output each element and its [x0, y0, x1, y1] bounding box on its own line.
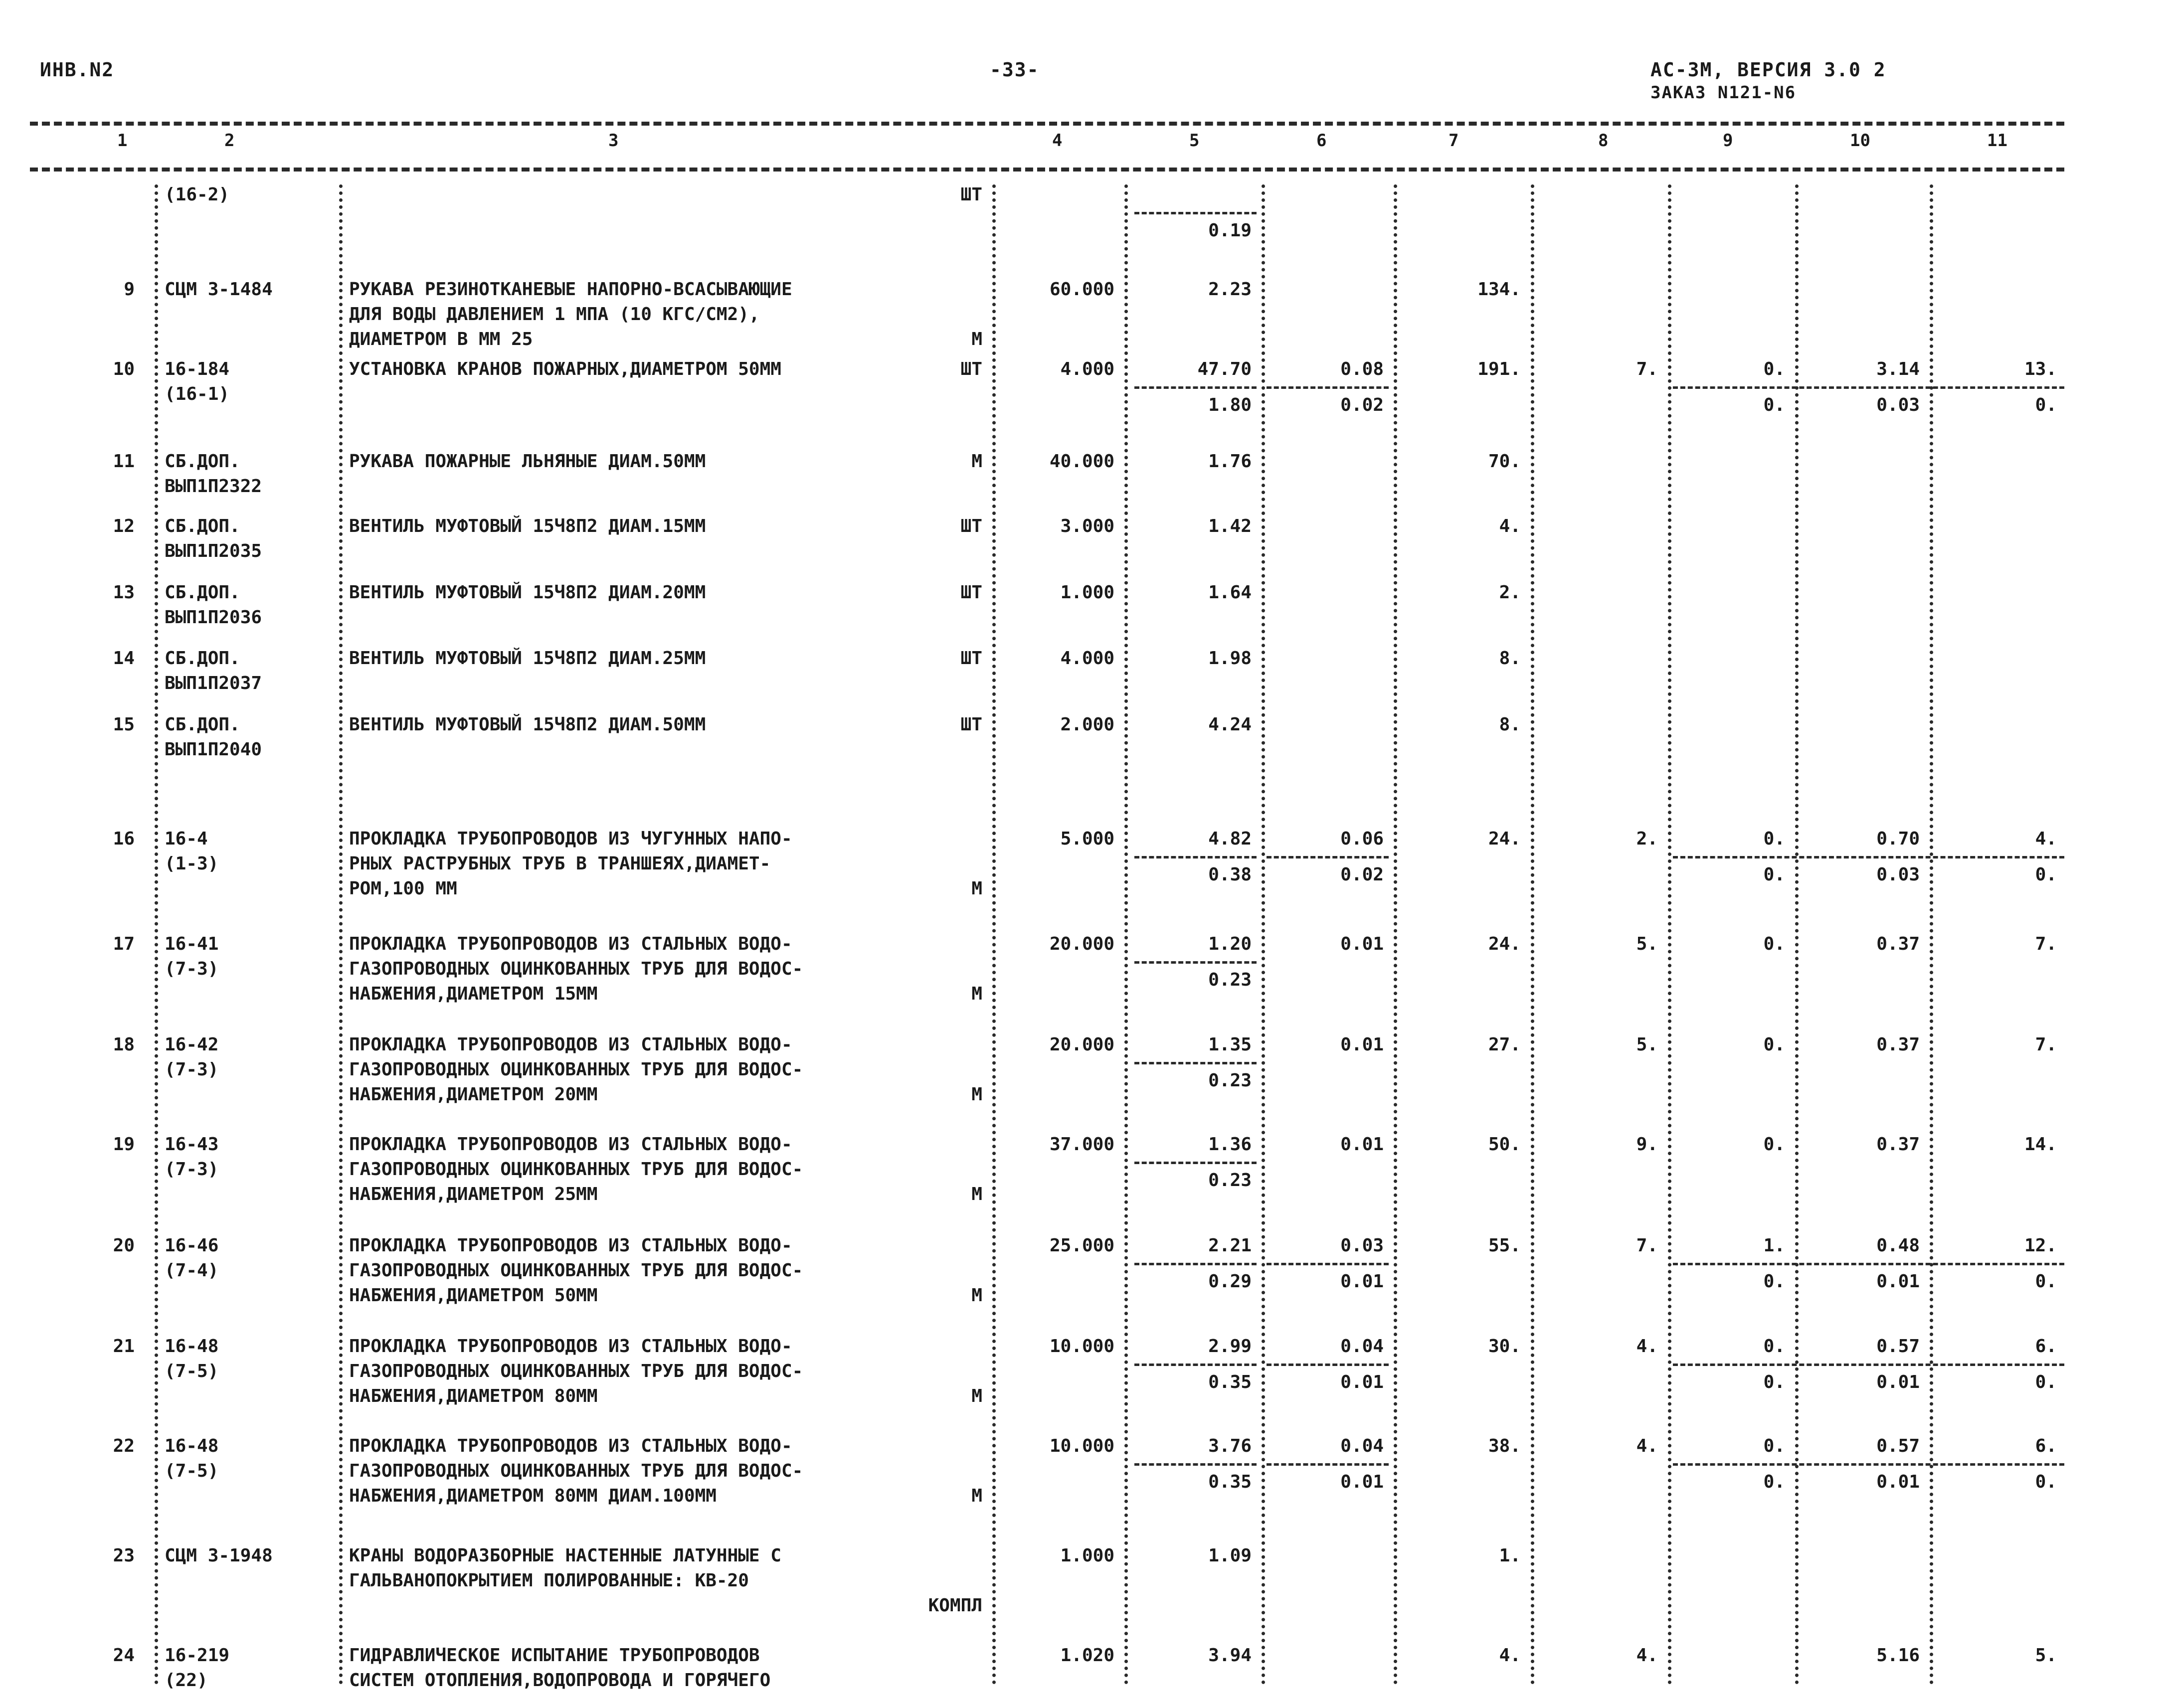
- total-cost: 24.: [1488, 934, 1521, 954]
- machine-price: 0.01: [1340, 934, 1384, 954]
- unit-price: 4.24: [1208, 714, 1252, 735]
- labor-hours-sub: 0.01: [1876, 1271, 1920, 1292]
- subtotal-divider: [1134, 386, 1257, 389]
- machine-cost-sub: 0.: [1763, 864, 1785, 885]
- column-separator: [155, 184, 158, 1685]
- rate-code: 16-42: [165, 1034, 219, 1055]
- labor-hours: 0.57: [1876, 1436, 1920, 1456]
- quantity: 37.000: [1049, 1134, 1114, 1155]
- unit-of-measure: ШТ: [960, 714, 982, 735]
- labor-hours-sub: 0.03: [1876, 395, 1920, 415]
- wage-cost: 2.: [1636, 829, 1658, 849]
- quantity: 2.000: [1060, 714, 1114, 735]
- quantity: 10.000: [1049, 1336, 1114, 1357]
- labor-hours: 0.37: [1876, 934, 1920, 954]
- unit-price-sub: 0.35: [1208, 1372, 1252, 1392]
- work-description: ВЕНТИЛЬ МУФТОВЫЙ 15Ч8П2 ДИАМ.20ММ: [349, 582, 706, 603]
- work-description: ГАЗОПРОВОДНЫХ ОЦИНКОВАННЫХ ТРУБ ДЛЯ ВОДОС-: [349, 1361, 803, 1381]
- column-number: 3: [608, 131, 619, 151]
- rate-code: СБ.ДОП.: [165, 714, 240, 735]
- work-description: ГАЛЬВАНОПОКРЫТИЕМ ПОЛИРОВАННЫЕ: КВ-20: [349, 1570, 749, 1591]
- unit-price-sub: 1.80: [1208, 395, 1252, 415]
- unit-price: 1.09: [1208, 1545, 1252, 1566]
- wage-cost: 5.: [1636, 1034, 1658, 1055]
- subtotal-divider: [1134, 1463, 1257, 1466]
- row-number: 11: [113, 451, 135, 472]
- column-separator: [992, 184, 996, 1685]
- unit-price-sub: 0.19: [1208, 220, 1252, 241]
- work-description: УСТАНОВКА КРАНОВ ПОЖАРНЫХ,ДИАМЕТРОМ 50ММ: [349, 359, 781, 379]
- quantity: 20.000: [1049, 934, 1114, 954]
- rate-code: 16-46: [165, 1235, 219, 1256]
- unit-of-measure: КОМПЛ: [928, 1595, 982, 1616]
- rate-code: СБ.ДОП.: [165, 648, 240, 669]
- labor-hours-sub: 0.01: [1876, 1372, 1920, 1392]
- rate-code: 16-41: [165, 934, 219, 954]
- subtotal-divider: [1267, 856, 1389, 858]
- rate-code: (7-3): [165, 959, 219, 979]
- header-rule-top: [30, 122, 2064, 126]
- work-description: НАБЖЕНИЯ,ДИАМЕТРОМ 80ММ ДИАМ.100ММ: [349, 1486, 717, 1506]
- column-number: 10: [1850, 131, 1870, 151]
- quantity: 1.000: [1060, 582, 1114, 603]
- rate-code: СЦМ 3-1948: [165, 1545, 273, 1566]
- machine-price: 0.03: [1340, 1235, 1384, 1256]
- rate-code: ВЫП1П2037: [165, 673, 262, 693]
- row-number: 13: [113, 582, 135, 603]
- unit-price: 2.99: [1208, 1336, 1252, 1357]
- inventory-number: ИНВ.N2: [40, 59, 115, 81]
- row-number: 23: [113, 1545, 135, 1566]
- rate-code: (7-5): [165, 1461, 219, 1481]
- column-number: 6: [1316, 131, 1327, 151]
- quantity: 1.000: [1060, 1545, 1114, 1566]
- wage-cost: 7.: [1636, 359, 1658, 379]
- rate-code: ВЫП1П2040: [165, 739, 262, 760]
- row-number: 17: [113, 934, 135, 954]
- column-number: 5: [1189, 131, 1200, 151]
- subtotal-divider: [1134, 1364, 1257, 1366]
- work-description: ГАЗОПРОВОДНЫХ ОЦИНКОВАННЫХ ТРУБ ДЛЯ ВОДОС-: [349, 1159, 803, 1180]
- machine-price: 0.01: [1340, 1134, 1384, 1155]
- unit-of-measure: М: [971, 1184, 982, 1204]
- row-number: 19: [113, 1134, 135, 1155]
- unit-price-sub: 0.29: [1208, 1271, 1252, 1292]
- rate-code: (7-4): [165, 1260, 219, 1281]
- work-description: ГИДРАВЛИЧЕСКОЕ ИСПЫТАНИЕ ТРУБОПРОВОДОВ: [349, 1645, 760, 1666]
- total-cost: 55.: [1488, 1235, 1521, 1256]
- column-number: 1: [117, 131, 128, 151]
- subtotal-divider: [1134, 1263, 1257, 1265]
- work-description: ПРОКЛАДКА ТРУБОПРОВОДОВ ИЗ СТАЛЬНЫХ ВОДО-: [349, 1134, 792, 1155]
- work-description: РНЫХ РАСТРУБНЫХ ТРУБ В ТРАНШЕЯХ,ДИАМЕТ-: [349, 854, 771, 874]
- work-description: ВЕНТИЛЬ МУФТОВЫЙ 15Ч8П2 ДИАМ.25ММ: [349, 648, 706, 669]
- work-description: НАБЖЕНИЯ,ДИАМЕТРОМ 50ММ: [349, 1285, 598, 1306]
- work-description: НАБЖЕНИЯ,ДИАМЕТРОМ 25ММ: [349, 1184, 598, 1204]
- machine-cost-sub: 0.: [1763, 395, 1785, 415]
- machine-cost: 0.: [1763, 359, 1785, 379]
- wage-cost: 4.: [1636, 1645, 1658, 1666]
- subtotal-divider: [1673, 386, 2064, 389]
- rate-code: ВЫП1П2035: [165, 541, 262, 561]
- column-separator: [1795, 184, 1799, 1685]
- column-number: 9: [1723, 131, 1733, 151]
- unit-of-measure: М: [971, 984, 982, 1004]
- wage-cost: 9.: [1636, 1134, 1658, 1155]
- unit-price: 3.94: [1208, 1645, 1252, 1666]
- unit-of-measure: М: [971, 1386, 982, 1406]
- total-cost: 191.: [1477, 359, 1521, 379]
- quantity: 1.020: [1060, 1645, 1114, 1666]
- machine-price-sub: 0.01: [1340, 1472, 1384, 1492]
- quantity: 60.000: [1049, 279, 1114, 300]
- subtotal-divider: [1673, 856, 2064, 858]
- labor-hours: 0.48: [1876, 1235, 1920, 1256]
- column-number: 7: [1449, 131, 1459, 151]
- machine-price: 0.08: [1340, 359, 1384, 379]
- total-cost: 4.: [1499, 516, 1521, 536]
- subtotal-divider: [1134, 856, 1257, 858]
- unit-of-measure: ШТ: [960, 184, 982, 205]
- total-cost: 8.: [1499, 714, 1521, 735]
- total-labor-sub: 0.: [2035, 864, 2057, 885]
- total-cost: 70.: [1488, 451, 1521, 472]
- subtotal-divider: [1673, 1463, 2064, 1466]
- unit-of-measure: ШТ: [960, 648, 982, 669]
- work-description: РУКАВА РЕЗИНОТКАНЕВЫЕ НАПОРНО-ВСАСЫВАЮЩИЕ: [349, 279, 792, 300]
- work-description: НАБЖЕНИЯ,ДИАМЕТРОМ 20ММ: [349, 1084, 598, 1105]
- machine-cost-sub: 0.: [1763, 1472, 1785, 1492]
- total-cost: 38.: [1488, 1436, 1521, 1456]
- total-cost: 24.: [1488, 829, 1521, 849]
- machine-cost: 0.: [1763, 829, 1785, 849]
- subtotal-divider: [1673, 1364, 2064, 1366]
- header-rule-bottom: [30, 168, 2064, 171]
- work-description: НАБЖЕНИЯ,ДИАМЕТРОМ 80ММ: [349, 1386, 598, 1406]
- total-cost: 50.: [1488, 1134, 1521, 1155]
- work-description: ПРОКЛАДКА ТРУБОПРОВОДОВ ИЗ СТАЛЬНЫХ ВОДО-: [349, 1436, 792, 1456]
- work-description: ПРОКЛАДКА ТРУБОПРОВОДОВ ИЗ СТАЛЬНЫХ ВОДО-: [349, 1235, 792, 1256]
- page-number: -33-: [990, 59, 1040, 81]
- labor-hours-sub: 0.03: [1876, 864, 1920, 885]
- unit-price-sub: 0.35: [1208, 1472, 1252, 1492]
- wage-cost: 4.: [1636, 1436, 1658, 1456]
- quantity: 3.000: [1060, 516, 1114, 536]
- work-description: ГАЗОПРОВОДНЫХ ОЦИНКОВАННЫХ ТРУБ ДЛЯ ВОДОС-: [349, 1461, 803, 1481]
- wage-cost: 7.: [1636, 1235, 1658, 1256]
- quantity: 4.000: [1060, 648, 1114, 669]
- total-labor-sub: 0.: [2035, 1271, 2057, 1292]
- row-number: 22: [113, 1436, 135, 1456]
- row-number: 9: [124, 279, 135, 300]
- total-cost: 134.: [1477, 279, 1521, 300]
- machine-price-sub: 0.02: [1340, 864, 1384, 885]
- quantity: 4.000: [1060, 359, 1114, 379]
- labor-hours: 5.16: [1876, 1645, 1920, 1666]
- column-number: 8: [1598, 131, 1609, 151]
- work-description: ГАЗОПРОВОДНЫХ ОЦИНКОВАННЫХ ТРУБ ДЛЯ ВОДОС-: [349, 1260, 803, 1281]
- work-description: ДИАМЕТРОМ В ММ 25: [349, 329, 533, 349]
- rate-code: (7-3): [165, 1059, 219, 1080]
- machine-price-sub: 0.01: [1340, 1372, 1384, 1392]
- total-labor: 5.: [2035, 1645, 2057, 1666]
- machine-cost: 0.: [1763, 1034, 1785, 1055]
- rate-code: (16-2): [165, 184, 230, 205]
- unit-price-sub: 0.23: [1208, 1070, 1252, 1091]
- work-description: КРАНЫ ВОДОРАЗБОРНЫЕ НАСТЕННЫЕ ЛАТУННЫЕ С: [349, 1545, 781, 1566]
- rate-code: 16-4: [165, 829, 208, 849]
- unit-of-measure: ШТ: [960, 516, 982, 536]
- total-labor: 7.: [2035, 934, 2057, 954]
- subtotal-divider: [1134, 212, 1257, 214]
- total-labor: 14.: [2024, 1134, 2057, 1155]
- machine-price: 0.04: [1340, 1436, 1384, 1456]
- row-number: 20: [113, 1235, 135, 1256]
- subtotal-divider: [1673, 1263, 2064, 1265]
- labor-hours: 0.70: [1876, 829, 1920, 849]
- quantity: 20.000: [1049, 1034, 1114, 1055]
- rate-code: (22): [165, 1670, 208, 1691]
- row-number: 12: [113, 516, 135, 536]
- total-cost: 4.: [1499, 1645, 1521, 1666]
- rate-code: 16-184: [165, 359, 230, 379]
- unit-of-measure: М: [971, 329, 982, 349]
- work-description: НАБЖЕНИЯ,ДИАМЕТРОМ 15ММ: [349, 984, 598, 1004]
- machine-price-sub: 0.01: [1340, 1271, 1384, 1292]
- work-description: ДЛЯ ВОДЫ ДАВЛЕНИЕМ 1 МПА (10 КГС/СМ2),: [349, 304, 760, 325]
- order-number: ЗАКАЗ N121-N6: [1650, 83, 1797, 103]
- machine-price: 0.06: [1340, 829, 1384, 849]
- rate-code: СБ.ДОП.: [165, 582, 240, 603]
- unit-of-measure: ШТ: [960, 582, 982, 603]
- work-description: ВЕНТИЛЬ МУФТОВЫЙ 15Ч8П2 ДИАМ.15ММ: [349, 516, 706, 536]
- rate-code: (7-5): [165, 1361, 219, 1381]
- wage-cost: 5.: [1636, 934, 1658, 954]
- subtotal-divider: [1267, 1463, 1389, 1466]
- row-number: 14: [113, 648, 135, 669]
- total-labor: 12.: [2024, 1235, 2057, 1256]
- rate-code: (1-3): [165, 854, 219, 874]
- total-labor: 7.: [2035, 1034, 2057, 1055]
- total-labor-sub: 0.: [2035, 1372, 2057, 1392]
- column-separator: [1668, 184, 1671, 1685]
- row-number: 18: [113, 1034, 135, 1055]
- rate-code: ВЫП1П2036: [165, 607, 262, 628]
- quantity: 25.000: [1049, 1235, 1114, 1256]
- work-description: ПРОКЛАДКА ТРУБОПРОВОДОВ ИЗ СТАЛЬНЫХ ВОДО-: [349, 1034, 792, 1055]
- machine-cost: 0.: [1763, 1134, 1785, 1155]
- row-number: 10: [113, 359, 135, 379]
- unit-of-measure: М: [971, 1285, 982, 1306]
- work-description: ПРОКЛАДКА ТРУБОПРОВОДОВ ИЗ СТАЛЬНЫХ ВОДО-: [349, 934, 792, 954]
- work-description: ПРОКЛАДКА ТРУБОПРОВОДОВ ИЗ СТАЛЬНЫХ ВОДО-: [349, 1336, 792, 1357]
- unit-of-measure: М: [971, 451, 982, 472]
- row-number: 15: [113, 714, 135, 735]
- rate-code: 16-43: [165, 1134, 219, 1155]
- labor-hours-sub: 0.01: [1876, 1472, 1920, 1492]
- machine-cost: 0.: [1763, 1436, 1785, 1456]
- rate-code: СЦМ 3-1484: [165, 279, 273, 300]
- unit-price: 1.36: [1208, 1134, 1252, 1155]
- unit-price: 1.35: [1208, 1034, 1252, 1055]
- column-separator: [1930, 184, 1933, 1685]
- column-separator: [339, 184, 343, 1685]
- total-labor-sub: 0.: [2035, 1472, 2057, 1492]
- subtotal-divider: [1134, 1162, 1257, 1164]
- unit-price-sub: 0.23: [1208, 970, 1252, 990]
- row-number: 16: [113, 829, 135, 849]
- quantity: 5.000: [1060, 829, 1114, 849]
- unit-price: 1.98: [1208, 648, 1252, 669]
- column-separator: [1531, 184, 1534, 1685]
- labor-hours: 0.37: [1876, 1134, 1920, 1155]
- labor-hours: 0.57: [1876, 1336, 1920, 1357]
- machine-cost: 0.: [1763, 1336, 1785, 1357]
- unit-price: 2.21: [1208, 1235, 1252, 1256]
- work-description: СИСТЕМ ОТОПЛЕНИЯ,ВОДОПРОВОДА И ГОРЯЧЕГО: [349, 1670, 771, 1691]
- unit-price-sub: 0.38: [1208, 864, 1252, 885]
- unit-of-measure: М: [971, 1084, 982, 1105]
- unit-price: 47.70: [1197, 359, 1252, 379]
- unit-price: 1.42: [1208, 516, 1252, 536]
- rate-code: СБ.ДОП.: [165, 451, 240, 472]
- quantity: 40.000: [1049, 451, 1114, 472]
- unit-price: 4.82: [1208, 829, 1252, 849]
- total-labor: 6.: [2035, 1436, 2057, 1456]
- quantity: 10.000: [1049, 1436, 1114, 1456]
- total-labor: 13.: [2024, 359, 2057, 379]
- subtotal-divider: [1267, 1364, 1389, 1366]
- subtotal-divider: [1134, 961, 1257, 964]
- rate-code: 16-219: [165, 1645, 230, 1666]
- machine-price: 0.04: [1340, 1336, 1384, 1357]
- work-description: ПРОКЛАДКА ТРУБОПРОВОДОВ ИЗ ЧУГУННЫХ НАПО-: [349, 829, 792, 849]
- rate-code: ВЫП1П2322: [165, 476, 262, 497]
- work-description: РУКАВА ПОЖАРНЫЕ ЛЬНЯНЫЕ ДИАМ.50ММ: [349, 451, 706, 472]
- rate-code: СБ.ДОП.: [165, 516, 240, 536]
- work-description: ГАЗОПРОВОДНЫХ ОЦИНКОВАННЫХ ТРУБ ДЛЯ ВОДОС-: [349, 959, 803, 979]
- total-cost: 30.: [1488, 1336, 1521, 1357]
- total-cost: 8.: [1499, 648, 1521, 669]
- column-separator: [1394, 184, 1397, 1685]
- column-number: 4: [1052, 131, 1063, 151]
- rate-code: (7-3): [165, 1159, 219, 1180]
- unit-price: 1.20: [1208, 934, 1252, 954]
- unit-price-sub: 0.23: [1208, 1170, 1252, 1191]
- machine-cost: 0.: [1763, 934, 1785, 954]
- total-labor: 6.: [2035, 1336, 2057, 1357]
- work-description: ГАЗОПРОВОДНЫХ ОЦИНКОВАННЫХ ТРУБ ДЛЯ ВОДОС-: [349, 1059, 803, 1080]
- labor-hours: 3.14: [1876, 359, 1920, 379]
- unit-price: 3.76: [1208, 1436, 1252, 1456]
- unit-price: 1.76: [1208, 451, 1252, 472]
- unit-of-measure: М: [971, 878, 982, 899]
- row-number: 21: [113, 1336, 135, 1357]
- machine-cost-sub: 0.: [1763, 1372, 1785, 1392]
- unit-of-measure: ШТ: [960, 359, 982, 379]
- rate-code: (16-1): [165, 384, 230, 404]
- machine-price: 0.01: [1340, 1034, 1384, 1055]
- column-separator: [1262, 184, 1265, 1685]
- column-number: 11: [1987, 131, 2007, 151]
- machine-cost: 1.: [1763, 1235, 1785, 1256]
- subtotal-divider: [1267, 386, 1389, 389]
- labor-hours: 0.37: [1876, 1034, 1920, 1055]
- total-labor: 4.: [2035, 829, 2057, 849]
- work-description: РОМ,100 ММ: [349, 878, 457, 899]
- unit-price: 1.64: [1208, 582, 1252, 603]
- column-number: 2: [224, 131, 235, 151]
- total-cost: 27.: [1488, 1034, 1521, 1055]
- subtotal-divider: [1134, 1062, 1257, 1064]
- total-labor-sub: 0.: [2035, 395, 2057, 415]
- subtotal-divider: [1267, 1263, 1389, 1265]
- column-separator: [1124, 184, 1128, 1685]
- program-version: АС-3М, ВЕРСИЯ 3.0 2: [1650, 59, 1886, 81]
- unit-of-measure: М: [971, 1486, 982, 1506]
- rate-code: 16-48: [165, 1336, 219, 1357]
- row-number: 24: [113, 1645, 135, 1666]
- unit-price: 2.23: [1208, 279, 1252, 300]
- machine-cost-sub: 0.: [1763, 1271, 1785, 1292]
- rate-code: 16-48: [165, 1436, 219, 1456]
- wage-cost: 4.: [1636, 1336, 1658, 1357]
- work-description: ВЕНТИЛЬ МУФТОВЫЙ 15Ч8П2 ДИАМ.50ММ: [349, 714, 706, 735]
- total-cost: 2.: [1499, 582, 1521, 603]
- total-cost: 1.: [1499, 1545, 1521, 1566]
- machine-price-sub: 0.02: [1340, 395, 1384, 415]
